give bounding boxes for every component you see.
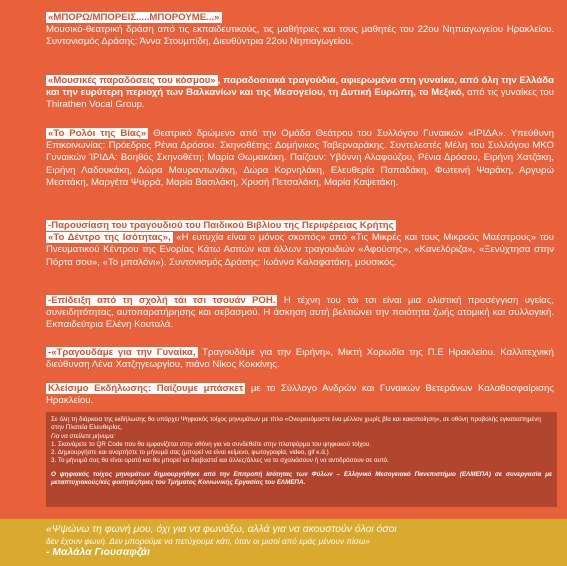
program-item-tai-chi [46,295,554,332]
item-text: Η τέχνη του τάι τσι είναι μια ολιστική προσέγγιση υγείας, συνειδητότητας, αυτοπαρατήρησης και σεβασμού. Η άσκηση αυτή βελτιώνει την ποιότητα ζωής ατομική και συλλογική. Εκπαιδεύτρια Ελένη Κουταλά. [46,295,554,331]
item-title-line2: «Το Δέντρο της Ισότητας», [48,232,171,244]
item-text: με το Σύλλογο Ανδρών και Γυναικών Βετεράνων Καλαθοσφαίρισης Ηρακλείου. [46,383,555,407]
program-item-closing [46,383,554,407]
item-text: «Η ευτυχία είναι ο μόνος σκοπός» από «Τις Μικρές και τους Μικρούς Μαέστρους» του Πνευματικού Κέντρου της Ενορίας Κάτω Ασιτών και άλλων τραγουδιών «Αφούσης», «Κανελόριζα», «Ξενύχτησα στην Πόρτα σου», «Το μπαλόνι»). Συντονισμός Δράσης: Ιωάννα Καλαφατάκη, μουσικός. [46,232,554,268]
info-step-3: 3. Το μήνυμά σας θα είναι ορατό και θα μπορεί να διαβαστεί και άλλες/άλλες να το σχολιάσουν ή να αντιδράσουν σε αυτό. [51,457,389,465]
info-intro: Σε όλη τη διάρκεια της εκδήλωσης θα υπάρχει Ψηφιακός τοίχος μηνυμάτων με τίτλο «Ονειρευόμαστε ένα μέλλον χωρίς βία και κακοποίηση», σε οθόνη προβολής εγκατεστημένη στην Πλατεία Ελευθερίας. [51,416,541,432]
item-title-line1: -Παρουσίαση του τραγουδιού του Παιδικού Βιβλίου της Περιφέρειας Κρήτης [48,220,394,231]
digital-wall-info-box [46,412,557,507]
item-bold-text: , παραδοσιακά τραγούδια, αφιερωμένα στη γυναίκα, από όλη την Ελλάδα και την ευρύτερη περιοχή των Βαλκανίων και της Μεσογείου, τη Δυτική Ευρώπη, το Μεξικό, [46,75,554,99]
quote-line-2: δεν έχουν φωνή. Δεν μπορούμε να πετύχουμε κάτι, όταν οι μισοί από εμάς μένουν πίσω» [46,536,370,546]
item-text: Θεατρικό δρώμενο από την Ομάδα Θεάτρου του Συλλόγου Γυναικών «ΙΡΙΔΑ». Υπεύθυνη Επικοινωνίας: Πρόεδρος Ρένια Δρόσου. Σκηνοθέτης: Δομήνικος Ταβερναράκης. Συντελεστές Μέλη του Συλλόγου ΜΚΟ Γυναικών ΊΡΙΔΑ: Βοηθός Σκηνοθέτη: Μαρία Θωμακάκη. Παίζουν: Υβόννη Αλαφούζου, Ρένια Δρόσου, Ειρήνη Χατζάκη, Ειρήνη Λαδουκάκη, Δώρα Μαυραντωνάκη, Δώρα Κορνηλάκη, Ελευθερία Παπαδάκη, Φωτεινή Ψαράκη, Αργυρώ Μεσιτάκη, Μαργέτα Ψυρρά, Μαρία Βασιλάκη, Χρυσή Πετσαλάκη, Μαρία Καψετάκη. [46,128,554,188]
item-title: «ΜΠΟΡΩ/ΜΠΟΡΕΙΣ.....ΜΠΟΡΟΥΜΕ...» [48,12,220,23]
item-title: «Μουσικές παραδόσεις του κόσμου» [48,75,216,86]
quote-author: - Μαλάλα Γιουσαφζάι [46,547,150,558]
quote-line-1: «Ψψώνω τη φωνή μου, όχι για να φωνάξω, αλλά για να ακουστούν όλοι όσοι [46,524,397,535]
item-text: Τραγουδάμε για την Ειρήνη», Μικτή Χορωδία της Π.Ε Ηρακλείου. Καλλιτεχνική διεύθυνση Λένα Χατζηγεωργίου, πιάνο Νίκος Κοκκίνης. [46,347,555,371]
program-item-choir [46,347,554,371]
program-item-music-traditions [46,75,554,112]
item-text: Μουσικό-θεατρική δράση από τις εκπαιδευτικούς, τις μαθήτριες και τους μαθητές του 22ου Νηπιαγωγείου Ηρακλείου. Συντονισμός Δράσης: Άννα Στουμπίδη, Διευθύντρια 22ου Νηπιαγωγείου. [46,24,554,48]
item-title: -Επίδειξη από τη σχολή τάι τσι τσουάν ΡΟΗ. [48,295,276,306]
program-item-violence-clock [46,128,554,189]
item-title: -«Τραγουδάμε για την Γυναίκα, [48,347,196,358]
quote-band [0,519,567,566]
program-item-mporo [46,12,554,49]
item-title: «Το Ρολόι της Βίας» [48,128,147,139]
item-title: Κλείσιμο Εκδήλωσης: Παίζουμε μπάσκετ [48,383,244,394]
info-howto: Για να στείλετε μήνυμα: [51,432,115,440]
info-step-1: 1. Σκανάρετε το QR Code που θα εμφανίζεται στην οθόνη για να συνδεθείτε στην πλατφόρμα του ψηφιακού τοίχου. [51,440,371,448]
item-text: από τις γυναίκες του Thirathen Vocal Group. [46,87,554,111]
info-step-2: 2. Δημιουργήστε και αναρτήστε το μήνυμά σας (μπορεί να είναι κείμενο, φωτογραφία, video, gif κ.ά.) [51,449,329,457]
info-organizer: Ο ψηφιακός τοίχος μηνυμάτων δημιουργήθηκε από την Επιτροπή Ισότητας των Φύλων – Ελληνικό Μεσογειακό Πανεπιστήμιο (ΕΛΜΕΠΑ) σε συνεργασία με μεταπτυχιακούς/κές φοιτητές/τριες του Τμήματος Κοινωνικής Εργασίας του ΕΛΜΕΠΑ. [51,470,552,487]
program-item-equality-tree [46,220,554,269]
